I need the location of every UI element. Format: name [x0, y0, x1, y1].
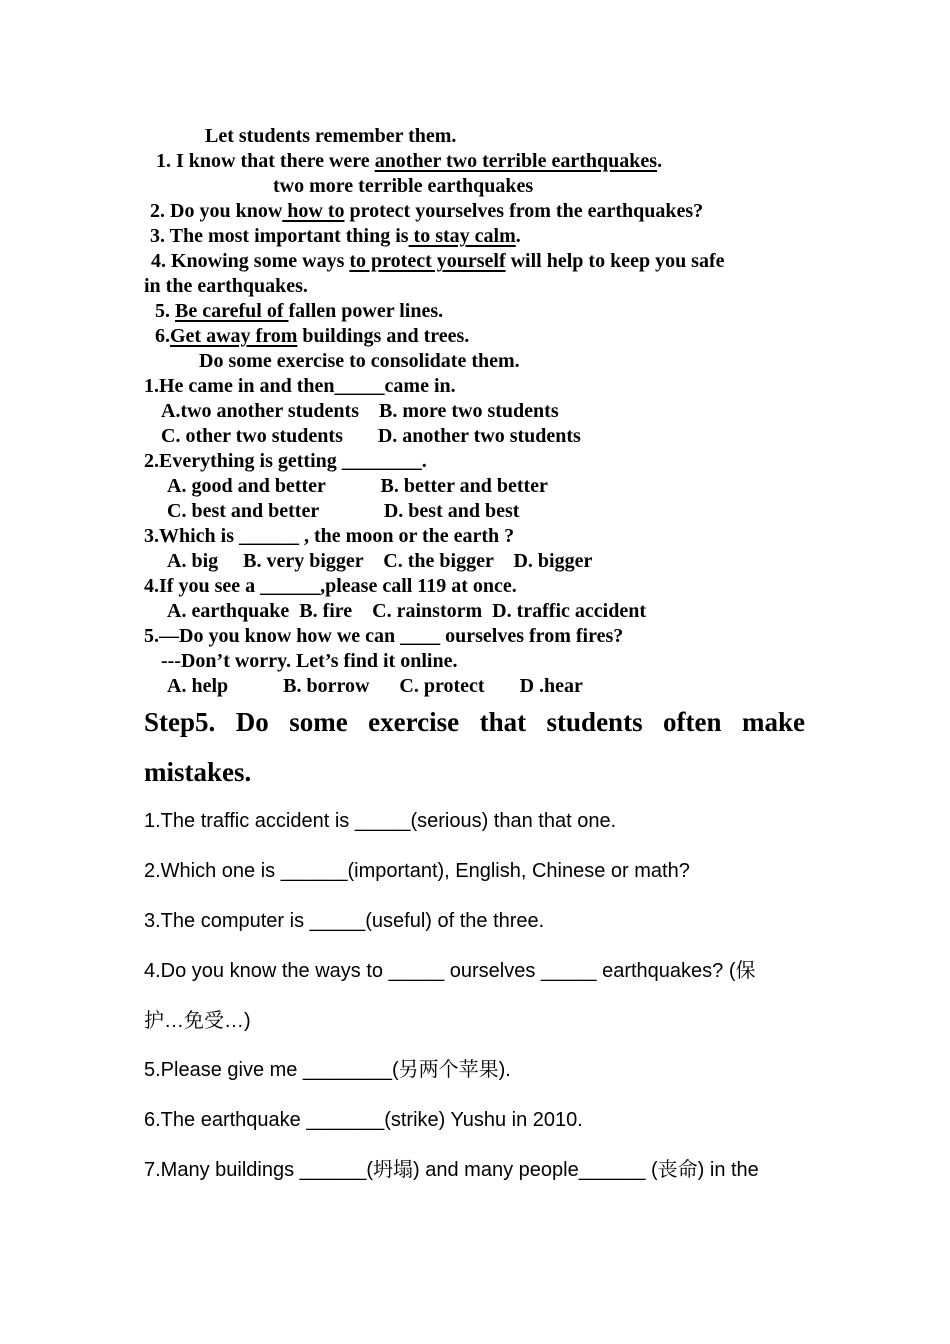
step5-item: 7.Many buildings ______(坍塌) and many people______ (丧命) in the [144, 1159, 759, 1181]
underlined-phrase: how to [282, 200, 345, 222]
step5-item: 4.Do you know the ways to _____ ourselves _____ earthquakes? (保 [144, 960, 756, 982]
step5-heading-cont: mistakes. [144, 757, 252, 787]
underlined-phrase: another two terrible earthquakes [374, 150, 658, 172]
step5-item: 6.The earthquake _______(strike) Yushu in 2010. [144, 1109, 583, 1131]
dialogue-line: ---Don’t worry. Let’s find it online. [161, 650, 458, 672]
option-line: A.two another students B. more two students [161, 400, 559, 422]
question-line: 2.Everything is getting ________. [144, 450, 427, 472]
step5-item: 2.Which one is ______(important), English, Chinese or math? [144, 860, 690, 882]
step5-heading: Step5. Do some exercise that students often make [144, 707, 805, 737]
sentence-4: 4. Knowing some ways to protect yourself will help to keep you safe [151, 250, 725, 272]
option-line: A. big B. very bigger C. the bigger D. bigger [167, 550, 593, 572]
memory-intro: Let students remember them. [205, 125, 457, 147]
option-line: A. good and better B. better and better [167, 475, 548, 497]
sentence-2: 2. Do you know how to protect yourselves from the earthquakes? [150, 200, 704, 222]
option-line: A. help B. borrow C. protect D .hear [167, 675, 583, 697]
option-line: C. other two students D. another two students [161, 425, 581, 447]
option-line: A. earthquake B. fire C. rainstorm D. traffic accident [167, 600, 646, 622]
sentence-6: 6.Get away from buildings and trees. [155, 325, 470, 347]
underlined-phrase: Be careful of [175, 300, 289, 322]
step5-item-cont: 护…免受…) [144, 1010, 251, 1032]
question-line: 3.Which is ______ , the moon or the earth ? [144, 525, 515, 547]
sentence-1-alternative: two more terrible earthquakes [273, 175, 534, 197]
underlined-phrase: Get away from [170, 325, 298, 347]
sentence-3: 3. The most important thing is to stay calm. [150, 225, 521, 247]
sentence-1: 1. I know that there were another two terrible earthquakes. [156, 150, 663, 172]
step5-item: 1.The traffic accident is _____(serious) than that one. [144, 810, 617, 832]
underlined-phrase: to protect yourself [349, 250, 506, 272]
question-line: 5.—Do you know how we can ____ ourselves from fires? [144, 625, 624, 647]
question-line: 1.He came in and then_____came in. [144, 375, 456, 397]
question-line: 4.If you see a ______,please call 119 at once. [144, 575, 517, 597]
step5-item: 3.The computer is _____(useful) of the three. [144, 910, 545, 932]
exercise-intro: Do some exercise to consolidate them. [199, 350, 520, 372]
step5-item: 5.Please give me ________(另两个苹果). [144, 1059, 511, 1081]
option-line: C. best and better D. best and best [167, 500, 520, 522]
sentence-5: 5. Be careful of fallen power lines. [155, 300, 444, 322]
underlined-phrase: to stay calm [408, 225, 516, 247]
sentence-4-continued: in the earthquakes. [144, 275, 308, 297]
